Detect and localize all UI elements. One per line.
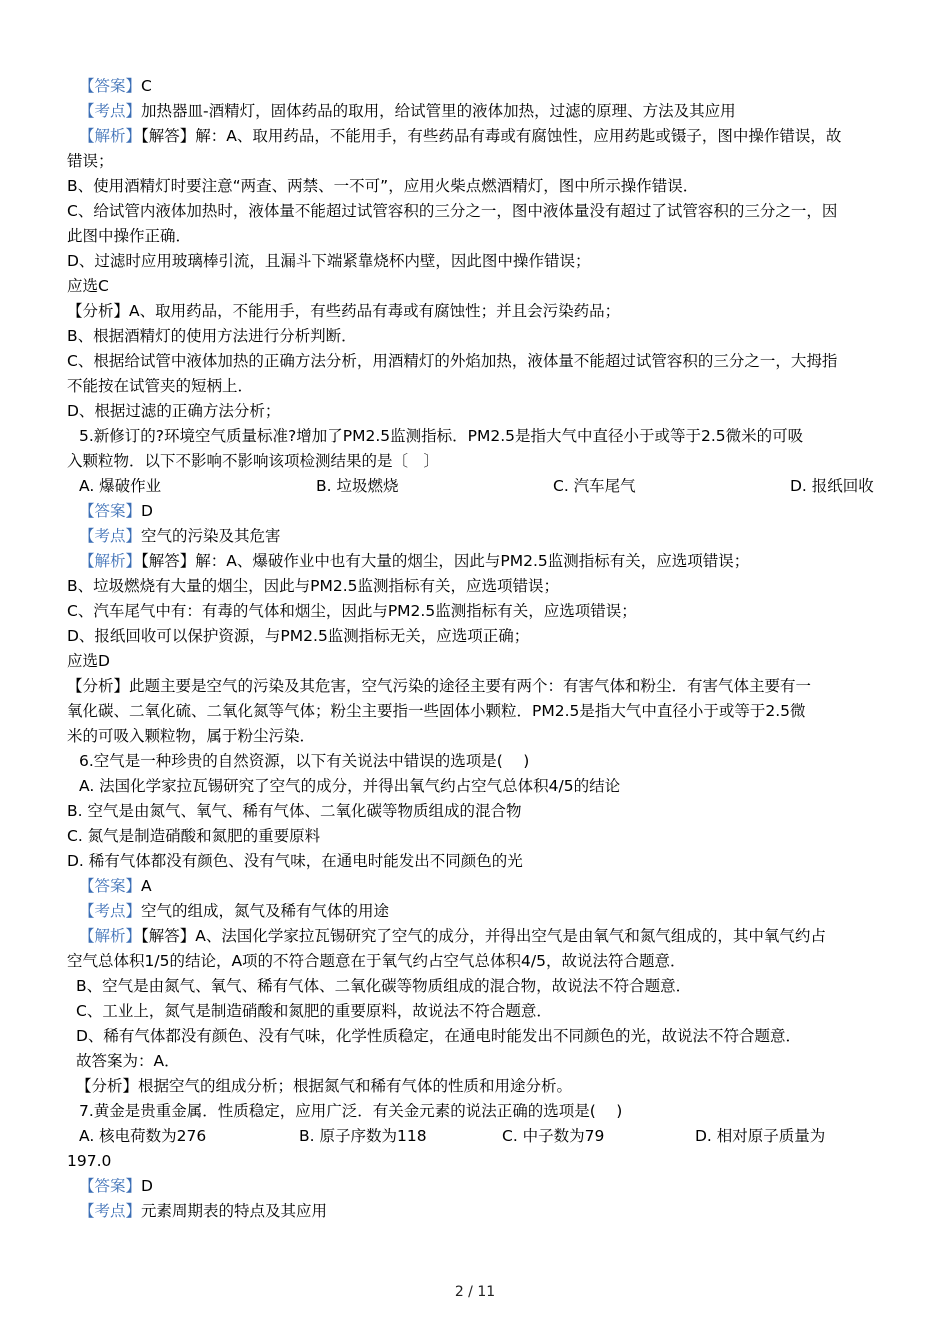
text-line: D、报纸回收可以保护资源，与PM2.5监测指标无关，应选项正确； <box>67 627 530 645</box>
answer-line <box>67 874 885 899</box>
option-d: D. 相对原子质量为 <box>695 1127 826 1145</box>
option-a: A. 法国化学家拉瓦锡研究了空气的成分，并得出氧气约占空气总体积4/5的结论 <box>79 777 621 795</box>
text-line: D、稀有气体都没有颜色、没有气味，化学性质稳定，在通电时能发出不同颜色的光，故说法不符合题意． <box>76 1027 801 1045</box>
jiexi-tag: 【解析】 <box>79 927 142 945</box>
answer-line <box>67 499 885 524</box>
text-line: B、根据酒精灯的使用方法进行分析判断． <box>67 327 357 345</box>
conclusion-line: 故答案为：A． <box>76 1052 180 1070</box>
jiexi-text: 【解答】解：A、取用药品，不能用手，有些药品有毒或有腐蚀性，应用药匙或镊子，图中操作错误，故 <box>141 127 842 145</box>
text-line: D、过滤时应用玻璃棒引流，且漏斗下端紧靠烧杯内壁，因此图中操作错误； <box>67 252 591 270</box>
fenxi-line: 【分析】此题主要是空气的污染及其危害，空气污染的途径主要有两个：有害气体和粉尘．有害气体主要有一 <box>67 677 812 695</box>
kaodian-text: 元素周期表的特点及其应用 <box>141 1202 328 1220</box>
page-content <box>67 74 885 1224</box>
option-a: A. 核电荷数为276 <box>79 1127 207 1145</box>
kaodian-line <box>67 899 885 924</box>
option-c: C. 氮气是制造硝酸和氮肥的重要原料 <box>67 827 321 845</box>
kaodian-tag: 【考点】 <box>79 902 142 920</box>
jiexi-tag: 【解析】 <box>79 127 142 145</box>
kaodian-text: 空气的污染及其危害 <box>141 527 281 545</box>
text-line: B、使用酒精灯时要注意“两查、两禁、一不可”，应用火柴点燃酒精灯，图中所示操作错误． <box>67 177 699 195</box>
answer-tag: 【答案】 <box>79 77 142 95</box>
text-line: 不能按在试管夹的短柄上． <box>67 377 254 395</box>
option-d: D. 报纸回收 <box>790 477 874 495</box>
jiexi-line <box>67 924 885 949</box>
kaodian-line <box>67 524 885 549</box>
text-line: 此图中操作正确． <box>67 227 192 245</box>
jiexi-tag: 【解析】 <box>79 552 142 570</box>
text-line: 空气总体积1/5的结论，A项的不符合题意在于氧气约占空气总体积4/5，故说法符合题意． <box>67 952 686 970</box>
page-number: 2 / 11 <box>454 1284 496 1300</box>
answer-line <box>67 1174 885 1199</box>
answer-tag: 【答案】 <box>79 1177 142 1195</box>
text-line: C、给试管内液体加热时，液体量不能超过试管容积的三分之一，图中液体量没有超过了试管容积的三分之一，因 <box>67 202 838 220</box>
kaodian-text: 加热器皿-酒精灯，固体药品的取用，给试管里的液体加热，过滤的原理、方法及其应用 <box>141 102 736 120</box>
answer-value: A <box>141 877 152 895</box>
choose-line: 应选C <box>67 277 109 295</box>
answer-value: D <box>141 502 153 520</box>
answer-value: C <box>141 77 152 95</box>
option-c: C. 中子数为79 <box>502 1127 605 1145</box>
kaodian-text: 空气的组成，氮气及稀有气体的用途 <box>141 902 390 920</box>
text-line: 氧化碳、二氧化硫、二氧化氮等气体；粉尘主要指一些固体小颗粒．PM2.5是指大气中直径小于或等于2.5微 <box>67 702 806 720</box>
kaodian-tag: 【考点】 <box>79 527 142 545</box>
text-line: C、根据给试管中液体加热的正确方法分析，用酒精灯的外焰加热，液体量不能超过试管容积的三分之一，大拇指 <box>67 352 838 370</box>
text-line: C、工业上，氮气是制造硝酸和氮肥的重要原料，故说法不符合题意． <box>76 1002 552 1020</box>
options-row <box>67 474 897 499</box>
kaodian-tag: 【考点】 <box>79 1202 142 1220</box>
kaodian-line <box>67 99 885 124</box>
text-line: 米的可吸入颗粒物，属于粉尘污染． <box>67 727 316 745</box>
answer-line <box>67 74 885 99</box>
text-line: C、汽车尾气中有：有毒的气体和烟尘，因此与PM2.5监测指标有关，应选项错误； <box>67 602 637 620</box>
jiexi-line <box>67 549 885 574</box>
jiexi-line <box>67 124 885 149</box>
option-b: B. 空气是由氮气、氧气、稀有气体、二氧化碳等物质组成的混合物 <box>67 802 522 820</box>
option-d-cont: 197.0 <box>67 1152 112 1170</box>
answer-tag: 【答案】 <box>79 877 142 895</box>
text-line: B、垃圾燃烧有大量的烟尘，因此与PM2.5监测指标有关，应选项错误； <box>67 577 560 595</box>
answer-tag: 【答案】 <box>79 502 142 520</box>
kaodian-line <box>67 1199 885 1224</box>
question-stem-cont: 入颗粒物．以下不影响不影响该项检测结果的是〔 〕 <box>67 452 440 470</box>
fenxi-line: 【分析】根据空气的组成分析；根据氮气和稀有气体的性质和用途分析。 <box>76 1077 573 1095</box>
text-line: D、根据过滤的正确方法分析； <box>67 402 281 420</box>
option-c: C. 汽车尾气 <box>553 477 636 495</box>
question-stem: 5.新修订的?环境空气质量标准?增加了PM2.5监测指标．PM2.5是指大气中直径小于或等于2.5微米的可吸 <box>79 427 804 445</box>
option-b: B. 原子序数为118 <box>299 1127 427 1145</box>
fenxi-line: 【分析】A、取用药品，不能用手，有些药品有毒或有腐蚀性；并且会污染药品； <box>67 302 621 320</box>
question-stem: 6.空气是一种珍贵的自然资源，以下有关说法中错误的选项是( ) <box>79 752 530 770</box>
kaodian-tag: 【考点】 <box>79 102 142 120</box>
question-stem: 7.黄金是贵重金属．性质稳定，应用广泛．有关金元素的说法正确的选项是( ) <box>79 1102 623 1120</box>
choose-line: 应选D <box>67 652 110 670</box>
text-line: 错误； <box>67 152 114 170</box>
option-a: A. 爆破作业 <box>79 477 162 495</box>
jiexi-text: 【解答】解：A、爆破作业中也有大量的烟尘，因此与PM2.5监测指标有关，应选项错误； <box>141 552 750 570</box>
text-line: B、空气是由氮气、氧气、稀有气体、二氧化碳等物质组成的混合物，故说法不符合题意． <box>76 977 692 995</box>
jiexi-text: 【解答】A、法国化学家拉瓦锡研究了空气的成分，并得出空气是由氧气和氮气组成的，其中氧气约占 <box>141 927 826 945</box>
answer-value: D <box>141 1177 153 1195</box>
option-d: D. 稀有气体都没有颜色、没有气味，在通电时能发出不同颜色的光 <box>67 852 523 870</box>
options-row <box>67 1124 897 1149</box>
option-b: B. 垃圾燃烧 <box>316 477 399 495</box>
